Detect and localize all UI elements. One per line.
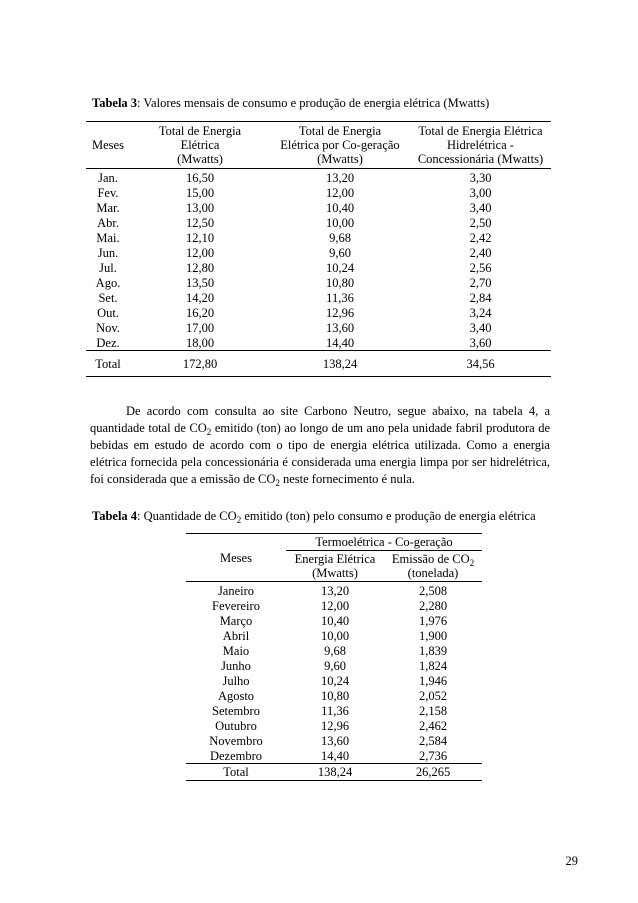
table-cell: Junho (221, 658, 251, 673)
table-row (86, 335, 551, 351)
table4-caption-text: emitido (ton) pelo consumo e produção de energia elétrica (241, 509, 536, 523)
table-cell: 13,20 (320, 583, 350, 598)
table3-total-row (86, 351, 551, 377)
subscript: 2 (469, 558, 475, 568)
table-cell: 10,40 (325, 200, 355, 215)
table4-header-emission-unit: (tonelada) (407, 566, 459, 580)
table4-header-energy: Energia Elétrica (Mwatts) (286, 551, 384, 582)
table4-caption-text: : Quantidade de CO (137, 509, 237, 523)
table-cell: 3,30 (469, 170, 492, 185)
table-row (186, 733, 482, 748)
table4-body (186, 582, 482, 764)
table-row (186, 703, 482, 718)
table-row (86, 169, 551, 186)
table-row (86, 185, 551, 200)
table-row (86, 245, 551, 260)
table4-caption-label: Tabela 4 (92, 509, 138, 523)
table-row (86, 290, 551, 305)
table-cell: 138,24 (270, 351, 410, 377)
table-cell: 3,40 (469, 320, 492, 335)
table-cell: 1,824 (418, 658, 448, 673)
table-row (86, 320, 551, 335)
table-cell: Janeiro (217, 583, 255, 598)
table-row (186, 613, 482, 628)
table-cell: 10,40 (320, 613, 350, 628)
table-row (186, 718, 482, 733)
table-cell: 12,50 (185, 215, 215, 230)
table4-header-emission-text: Emissão de CO (391, 552, 470, 566)
table-row (86, 260, 551, 275)
table-cell: Nov. (96, 320, 120, 335)
table-cell: 1,946 (418, 673, 448, 688)
table-cell: 13,60 (320, 733, 350, 748)
table-cell: 1,900 (418, 628, 448, 643)
table-cell: 10,80 (325, 275, 355, 290)
table-cell: 2,40 (469, 245, 492, 260)
table-cell: 3,24 (469, 305, 492, 320)
table-cell: 12,00 (185, 245, 215, 260)
table-cell: 18,00 (185, 335, 215, 350)
table-row (86, 305, 551, 320)
table-cell: Abril (222, 628, 250, 643)
table-cell: 3,00 (469, 185, 492, 200)
table-cell: 1,976 (418, 613, 448, 628)
table-cell: Fev. (97, 185, 119, 200)
table-cell: 26,265 (384, 764, 482, 781)
table-cell: 3,60 (469, 335, 492, 350)
table-cell: 9,68 (329, 230, 351, 245)
table-cell: Novembro (209, 733, 263, 748)
table-cell: 3,40 (469, 200, 492, 215)
table-cell: Setembro (212, 703, 260, 718)
table-cell: Jul. (99, 260, 117, 275)
table-cell: 172,80 (130, 351, 270, 377)
table-cell: 13,60 (325, 320, 355, 335)
table-cell: 17,00 (185, 320, 215, 335)
table-cell: 14,40 (325, 335, 355, 350)
table-row (86, 215, 551, 230)
subscript: 2 (206, 427, 212, 437)
table3-header-cell: Meses (86, 122, 130, 169)
table-cell: 10,80 (320, 688, 350, 703)
subscript: 2 (236, 515, 242, 525)
body-paragraph (90, 403, 550, 488)
table3-header-cell: Total de Energia Elétrica por Co-geração (Mwatts) (270, 122, 410, 169)
table-cell: Março (219, 613, 253, 628)
table-row (86, 275, 551, 290)
table-cell: 2,736 (418, 748, 448, 763)
table-cell: 2,508 (418, 583, 448, 598)
table-cell: 10,24 (320, 673, 350, 688)
table-row (186, 598, 482, 613)
table-cell: 16,20 (185, 305, 215, 320)
table-cell: 13,20 (325, 170, 355, 185)
table-row (86, 200, 551, 215)
table-cell: Dez. (96, 335, 120, 350)
table-cell: 12,96 (325, 305, 355, 320)
table-cell: 13,00 (185, 200, 215, 215)
table-cell: Set. (98, 290, 118, 305)
table-cell: 12,96 (320, 718, 350, 733)
table-cell: Julho (222, 673, 250, 688)
table-cell: 16,50 (185, 170, 215, 185)
table-cell: Out. (97, 305, 119, 320)
table-cell: 12,10 (185, 230, 215, 245)
table-cell: 2,56 (469, 260, 492, 275)
table-cell: 2,158 (418, 703, 448, 718)
table-cell: 9,68 (324, 643, 346, 658)
table-cell: 15,00 (185, 185, 215, 200)
table-cell: Maio (222, 643, 250, 658)
table-cell: 2,70 (469, 275, 492, 290)
table-cell: Ago. (95, 275, 121, 290)
table-cell: 11,36 (321, 703, 349, 718)
table-cell: 2,84 (469, 290, 492, 305)
table-row (186, 688, 482, 703)
table-cell: 9,60 (324, 658, 346, 673)
table-cell: Dezembro (209, 748, 263, 763)
paragraph-text-2: emitido (ton) ao longo de um ano pela unidade fabril produtora de bebidas em estudo de acordo com o tipo de energia elétrica utilizada. Como a energia elétrica fornecida pela concessionária é considerada uma energia limpa por ser hidrelétrica, foi considerada que a emissão de CO (90, 421, 550, 486)
subscript: 2 (275, 478, 280, 488)
paragraph-text-3: neste fornecimento é nula. (279, 472, 415, 486)
table-cell: 2,462 (418, 718, 448, 733)
table-row (86, 230, 551, 245)
table-cell: 10,00 (320, 628, 350, 643)
table-cell: Outubro (215, 718, 257, 733)
table3-header-cell: Total de Energia Elétrica (Mwatts) (130, 122, 270, 169)
table-row (186, 748, 482, 764)
table4-group-header: Termoelétrica - Co-geração (286, 534, 482, 551)
table-cell: Mar. (96, 200, 120, 215)
table-cell: 9,60 (329, 245, 351, 260)
table-cell: Total (86, 351, 130, 377)
table-row (186, 582, 482, 599)
table4-group-header-row (186, 534, 482, 551)
table3-header-row (86, 122, 551, 169)
table-row (186, 628, 482, 643)
table-row (186, 658, 482, 673)
table-cell: Abr. (97, 215, 119, 230)
table-cell: 34,56 (410, 351, 551, 377)
table3-caption-label: Tabela 3 (92, 96, 138, 110)
table-cell: 2,584 (418, 733, 448, 748)
table-cell: 14,20 (185, 290, 215, 305)
table4-header-months: Meses (186, 534, 286, 582)
table-cell: Fevereiro (212, 598, 260, 613)
table-cell: 2,50 (469, 215, 492, 230)
table-cell: 10,00 (325, 215, 355, 230)
table-row (186, 673, 482, 688)
table3-header-cell: Total de Energia Elétrica Hidrelétrica - Concessionária (Mwatts) (410, 122, 551, 169)
table-cell: Jun. (97, 245, 119, 260)
paragraph-text-1: De acordo com consulta ao site Carbono Neutro, segue abaixo, na tabela 4, a quantidade total de CO (90, 404, 550, 435)
table-cell: Mai. (96, 230, 120, 245)
table-cell: Jan. (98, 170, 118, 185)
table-cell: 138,24 (286, 764, 384, 781)
table3-caption (92, 96, 489, 111)
table-cell: 12,00 (320, 598, 350, 613)
table4-caption (92, 509, 536, 524)
table-cell: 13,50 (185, 275, 215, 290)
table4 (186, 533, 482, 781)
table-cell: Total (186, 764, 286, 781)
table-cell: 12,80 (185, 260, 215, 275)
table-cell: 14,40 (320, 748, 350, 763)
table3-body (86, 169, 551, 351)
table3 (86, 121, 551, 377)
table-cell: 12,00 (325, 185, 355, 200)
table3-caption-text: : Valores mensais de consumo e produção de energia elétrica (Mwatts) (137, 96, 490, 110)
table-cell: 2,280 (418, 598, 448, 613)
table-row (186, 643, 482, 658)
table-cell: 10,24 (325, 260, 355, 275)
page-number: 29 (565, 854, 578, 868)
table-cell: 2,42 (469, 230, 492, 245)
table4-total-row (186, 764, 482, 781)
table-cell: 11,36 (326, 290, 354, 305)
table-cell: Agosto (217, 688, 255, 703)
table-cell: 2,052 (418, 688, 448, 703)
table4-header-emission (384, 551, 482, 582)
table-cell: 1,839 (418, 643, 448, 658)
